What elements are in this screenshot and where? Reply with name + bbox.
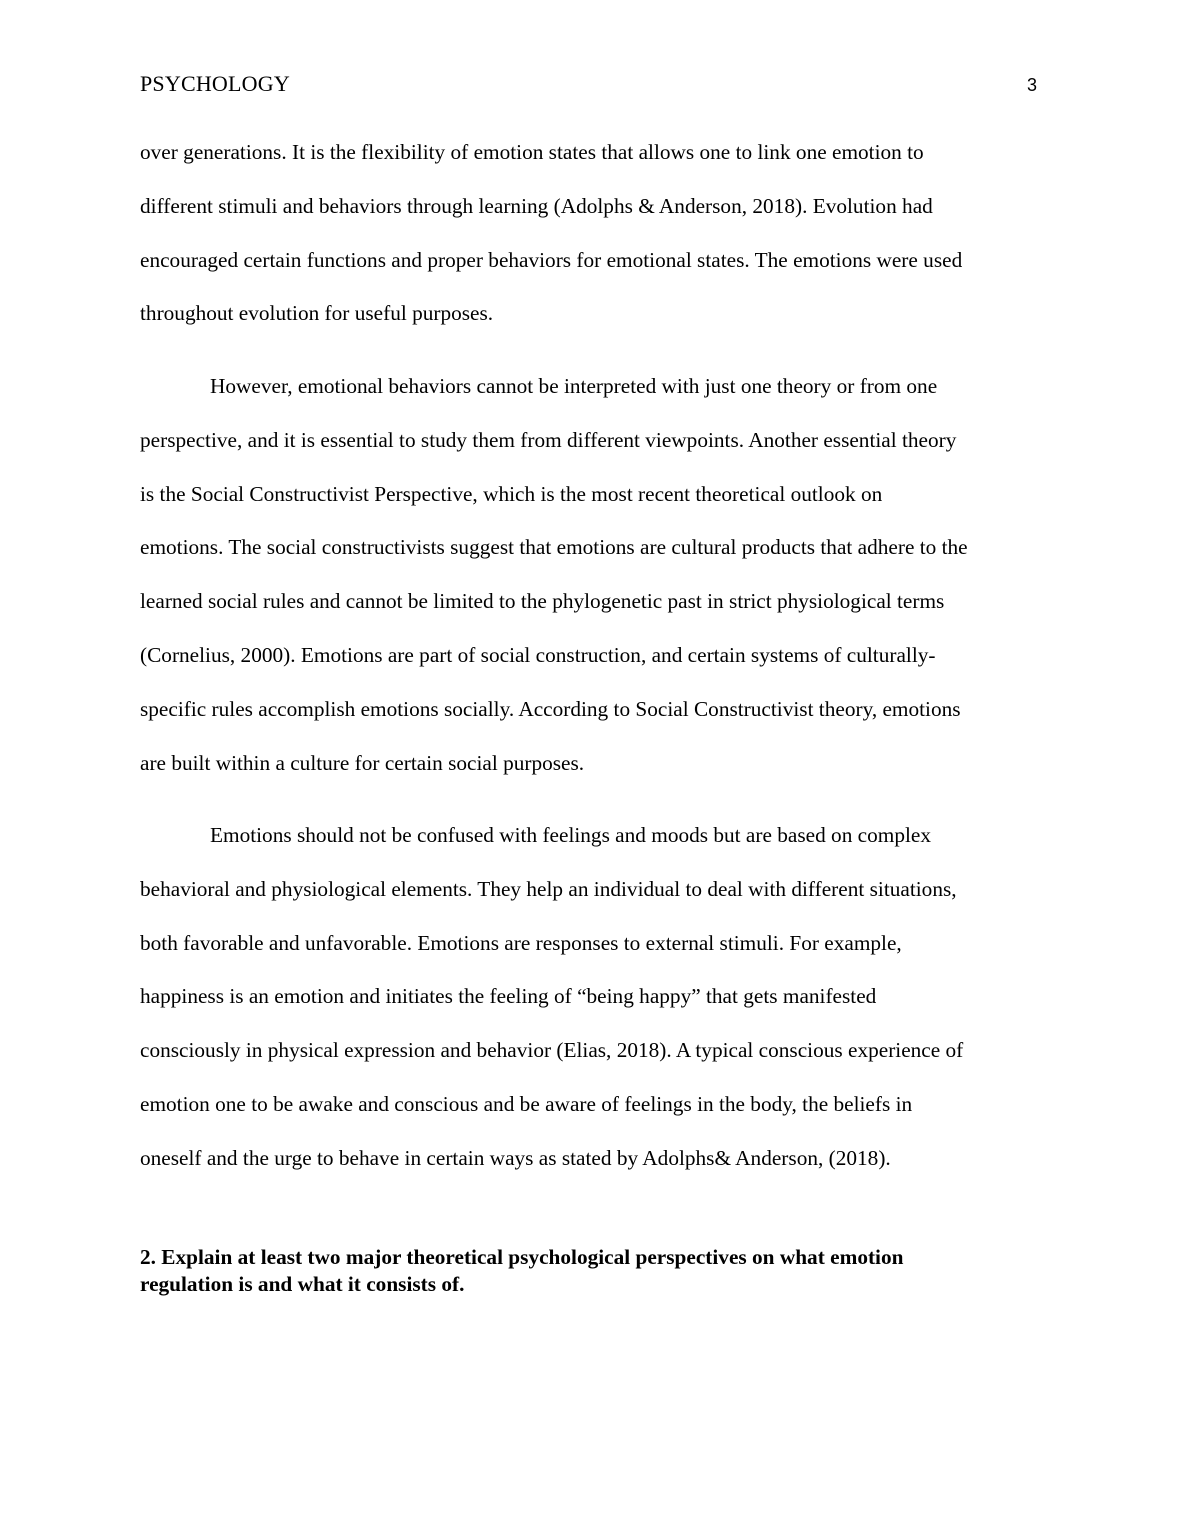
paragraph-1 <box>140 126 1050 341</box>
paragraph-line: different stimuli and behaviors through learning (Adolphs & Anderson, 2018). Evolution had <box>140 193 933 218</box>
running-head: PSYCHOLOGY <box>140 71 290 96</box>
paragraph-line: oneself and the urge to behave in certain ways as stated by Adolphs& Anderson, (2018). <box>140 1145 891 1170</box>
paragraph-line: However, emotional behaviors cannot be interpreted with just one theory or from one <box>210 374 938 398</box>
paragraph-line: throughout evolution for useful purposes. <box>140 301 494 326</box>
paragraph-line: both favorable and unfavorable. Emotions are responses to external stimuli. For example, <box>140 930 902 955</box>
paragraph-2 <box>140 360 1050 790</box>
paragraph-line: emotion one to be awake and conscious and be aware of feelings in the body, the beliefs in <box>140 1091 913 1116</box>
paragraph-line: emotions. The social constructivists suggest that emotions are cultural products that adhere to the <box>140 535 968 560</box>
paragraph-line: (Cornelius, 2000). Emotions are part of social construction, and certain systems of culturally- <box>140 642 936 667</box>
paragraph-line: over generations. It is the flexibility of emotion states that allows one to link one emotion to <box>140 140 924 164</box>
paragraph-line: are built within a culture for certain social purposes. <box>140 750 585 775</box>
paragraph-line: consciously in physical expression and behavior (Elias, 2018). A typical conscious experience of <box>140 1038 964 1063</box>
paragraph-line: perspective, and it is essential to study them from different viewpoints. Another essential theory <box>140 427 957 452</box>
paragraph-line: learned social rules and cannot be limited to the phylogenetic past in strict physiological terms <box>140 589 945 614</box>
section-heading <box>140 1244 1050 1298</box>
heading-line: regulation is and what it consists of. <box>140 1272 465 1296</box>
paragraph-3 <box>140 809 1050 1186</box>
paragraph-line: Emotions should not be confused with feelings and moods but are based on complex <box>210 823 932 847</box>
paragraph-line: behavioral and physiological elements. They help an individual to deal with different situations, <box>140 876 957 901</box>
paragraph-line: is the Social Constructivist Perspective, which is the most recent theoretical outlook on <box>140 481 883 506</box>
page-number: 3 <box>1026 75 1037 95</box>
paragraph-line: happiness is an emotion and initiates the feeling of “being happy” that gets manifested <box>140 984 877 1009</box>
paragraph-line: encouraged certain functions and proper behaviors for emotional states. The emotions were used <box>140 247 963 272</box>
heading-line: 2. Explain at least two major theoretical psychological perspectives on what emotion <box>140 1245 904 1269</box>
paragraph-line: specific rules accomplish emotions socially. According to Social Constructivist theory, emotions <box>140 696 961 721</box>
